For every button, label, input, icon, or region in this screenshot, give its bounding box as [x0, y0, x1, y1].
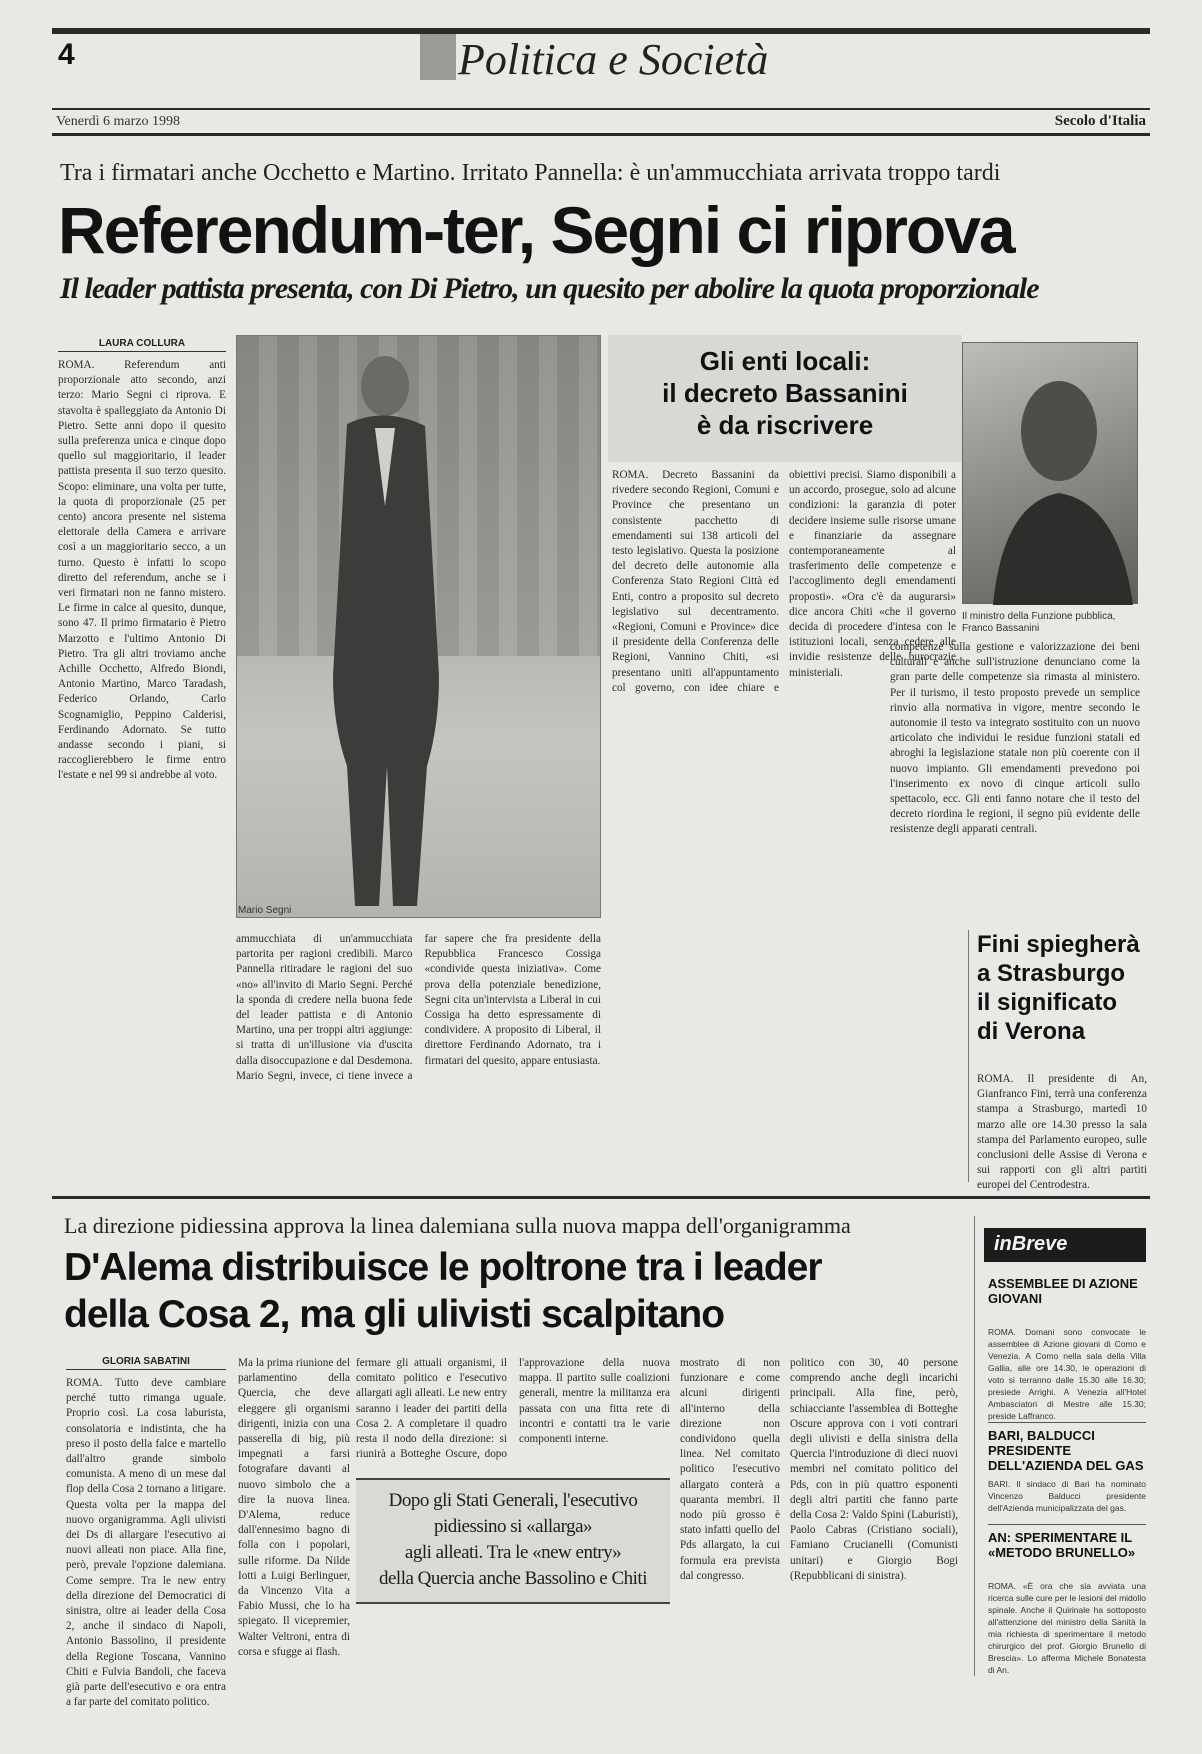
article2-column-2: Ma la prima riunione del parlamentino della Quercia, che deve eleggere gli organismi dirigenti, inizia con una passerella di big, più impegnati a farsi fotografare davanti al nuovo simbolo che a dire la nuova linea. D'Alema, reduce dall'ennesimo bagno di folla con i popolari, sulle riforme. Da Nilde Iotti a Luigi Berlinguer, da Vincenzo Vita a Fabio Mussi, che lo ha spiegato. Il vicepremier, Walter Veltroni, entra di corsa e sfugge ai flash.	[238, 1357, 350, 1658]
section-title-text: Politica e Società	[458, 35, 769, 84]
fini-text: ROMA. Il presidente di An, Gianfranco Fini, terrà una conferenza stampa a Strasburgo, martedì 10 marzo alle ore 14.30 presso la sala stampa del Parlamento europeo, sulle conclusioni delle Assise di Verona e sui rapporti con gli altri partiti europei del Centrodestra.	[977, 1073, 1147, 1192]
fini-title-line1: Fini spiegherà	[977, 931, 1140, 958]
section-title	[420, 34, 820, 85]
photo-main-caption: Mario Segni	[238, 905, 292, 916]
breve-item3-text: ROMA. «È ora che sia avviata una ricerca sulle cure per le lesioni del midollo spinale. Anche il Quirinale ha sottoposto all'attenzione del ministro della Sanità la mia richiesta di sperimentare il metodo chirurgico del prof. Giorgio Brunello di Brescia». Lo afferma Michele Bonatesta di An.	[988, 1581, 1146, 1675]
masthead-rule-lower	[52, 133, 1150, 136]
breve-rule-2	[988, 1524, 1146, 1525]
enti-locali-title	[608, 345, 962, 441]
breve-rule-1	[988, 1422, 1146, 1423]
fini-title-line4: di Verona	[977, 1018, 1086, 1045]
masthead-rule	[52, 108, 1150, 110]
article2-headline-line2: della Cosa 2, ma gli ulivisti scalpitano	[64, 1293, 725, 1336]
article2-column-3-lower	[356, 1612, 670, 1676]
section-logo-block	[420, 34, 456, 80]
article1-column-1: ROMA. Referendum anti proporzionale atto secondo, anzi terzo: Mario Segni ci riprova. E stavolta è spalleggiato da Antonio Di Pietro. Sette anni dopo il quesito sulla preferenza unica e cinque dopo quello sul maggioritario, il leader pattista presenta il suo terzo quesito. Scopo: eliminare, una volta per tutte, la quota di proporzionale (25 per cento) ancora presente nel sistema elettorale della Camera e arrivare così a un maggioritario secco, a un turno. Questo è infatti lo scopo diretto del referendum, anche se i veri firmatari non ne fanno mistero. Le firme in calce al quesito, dunque, sono 47. Il primo firmatario è Pietro Marzotto e l'ultimo Antonio Di Pietro. Tra gli altri troviamo anche Achille Occhetto, Alfredo Biondi, Antonio Martino, Marco Taradash, Federico Orlando, Carlo Scognamiglio, Peppino Calderisi, Ferdinando Adornato. Se tutto andasse secondo i piani, si raccoglierebbero le firme entro l'estate e nel 99 si andrebbe al voto.	[58, 359, 226, 782]
breve-item2-title: BARI, BALDUCCI PRESIDENTE DELL'AZIENDA DEL GAS	[988, 1428, 1144, 1473]
enti-locali-title-line2: il decreto Bassanini	[662, 378, 908, 408]
photo-franco-bassanini	[962, 342, 1138, 604]
enti-locali-title-line1: Gli enti locali:	[699, 346, 871, 376]
newspaper-name: Secolo d'Italia	[1054, 113, 1146, 129]
pull-quote	[356, 1478, 670, 1604]
article2-column-3: fermare gli attuali organismi, il comitato politico e l'esecutivo allargati agli alleati. Le new entry saranno i leader dei partiti della Cosa 2. A completare il quadro resta il nodo della direzione: si riunirà a Botteghe Oscure, dopo l'approvazione della nuova mappa. Il partito sulle coalizioni generali, mentre la militanza era passata con una fitta rete di incontri e contatti tra le varie componenti interne.	[356, 1357, 670, 1461]
pull-quote-line4: della Quercia anche Bassolino e Chiti	[379, 1568, 647, 1589]
breve-item1-text: ROMA. Domani sono convocate le assemblee di Azione giovani di Como e Venezia. A Como nella sala della Villa Gallia, alle ore 14.30, le operazioni di voto si terranno dalle 15.30 alle 16.30; presiede Arrighi. A Venezia all'Hotel Ambasciatori di Mestre alle 15.30; preside Laffranco.	[988, 1327, 1146, 1421]
article2-column-4: mostrato di non funzionare e come alcuni dirigenti all'interno della direzione non condividono quella linea. Nel comitato politico l'esecutivo allargato conterà a quaranta membri. Il nodo più grosso è stato infatti quello del Pds allargato, la cui formula era prevista dal congresso.	[680, 1357, 780, 1582]
article2-kicker: La direzione pidiessina approva la linea dalemiana sulla nuova mappa dell'organigramma	[64, 1213, 851, 1238]
pull-quote-line2: pidiessino si «allarga»	[433, 1516, 593, 1537]
breve-divider	[974, 1216, 975, 1676]
enti-locali-text-right: competenze sulla gestione e valorizzazione dei beni culturali e anche sull'istruzione denunciano come la gran parte delle competenze sia rimasta al ministero. Per il turismo, il testo proposto prevede un semplice rinvio alla normativa in vigore, mentre secondo le autonomie il testo va integrato sostituito con un nuovo articolato che individui le residue funzioni statali ed abroghi la legislazione statale non più coerente con il nuovo impianto. Gli emendamenti prevedono poi l'inserimento ex novo di cinque articoli sullo spettacolo, ecc. Gli enti fanno notare che il testo del decreto riordina le regioni, il segno più evidente delle resistenze degli apparati centrali.	[890, 641, 1140, 836]
article2-headline-line1: D'Alema distribuisce le poltrone tra i leader	[64, 1246, 822, 1289]
pull-quote-line1: Dopo gli Stati Generali, l'esecutivo	[388, 1490, 638, 1511]
fini-headline	[977, 930, 1157, 1046]
breve-item3-title: AN: SPERIMENTARE IL «METODO BRUNELLO»	[988, 1530, 1136, 1560]
in-breve-label: inBreve	[984, 1228, 1146, 1262]
article1-kicker: Tra i firmatari anche Occhetto e Martino. Irritato Pannella: è un'ammucchiata arrivata troppo tardi	[60, 160, 1001, 186]
photo-side-caption: Il ministro della Funzione pubblica, Franco Bassanini	[962, 611, 1116, 634]
page-number: 4	[58, 38, 75, 71]
person-silhouette	[307, 346, 457, 906]
fini-title-line2: a Strasburgo	[977, 960, 1126, 987]
fini-title-line3: il significato	[977, 989, 1118, 1016]
article1-headline: Referendum-ter, Segni ci riprova	[58, 193, 1014, 267]
breve-item1-title: ASSEMBLEE DI AZIONE GIOVANI	[988, 1276, 1138, 1306]
article2-headline	[64, 1244, 964, 1338]
enti-locali-text: ROMA. Decreto Bassanini da rivedere secondo Regioni, Comuni e Province che presentano un consistente pacchetto di emendamenti sui 138 articoli del testo legislativo. Questa la posizione del decreto delle autonomie alla Conferenza Stato Regioni Città ed Enti, contro a proposito sul decreto legislativo sul decentramento. «Regioni, Comuni e Province» dice il presidente della Conferenza delle Regioni, Vannino Chiti, «si presentano uniti all'appuntamento col governo, con idee chiare e obiettivi precisi. Siamo disponibili a un accordo, prosegue, solo ad alcune condizioni: la garanzia di poter decidere insieme sulle risorse umane e finanziarie da assegnare contemporaneamente al trasferimento delle competenze e l'accoglimento degli emendamenti proposti». «Ora c'è da augurarsi» dice ancora Chiti «che il governo decida di procedere d'intesa con le istituzioni locali, senza cedere alle invidie resistenze delle burocrazie ministeriali.	[612, 469, 956, 694]
section-separator	[52, 1196, 1150, 1199]
column-divider	[968, 930, 969, 1182]
breve-item2-text: BARI. Il sindaco di Bari ha nominato Vincenzo Balducci presidente dell'Azienda municipalizzata del gas.	[988, 1479, 1146, 1513]
article2-byline: GLORIA SABATINI	[66, 1356, 226, 1370]
article2-column-1: ROMA. Tutto deve cambiare perché tutto rimanga uguale. Proprio così. La cosa laburista, consolatoria e indistinta, che ha preso il posto della falce e martello dall'altro grande simbolo comunista. A meno di un mese dal flop della Cosa 2 tornano a litigare. Questa volta per la mappa del nuovo organigramma. Agli ulivisti dei Ds di allargare l'esecutivo ai nuovi alleati non piace. Alla fine, però, prevale l'opzione dalemiana. Come sempre. Tra le new entry della direzione del Democratici di sinistra, oltre ai leader della Cosa 2, anche il sindaco di Napoli, Antonio Bassolino, il presidente della Regione Toscana, Vannino Chiti e Fulvia Bandoli, che faceva già parte dell'esecutivo e ora entra a far parte del comitato politico.	[66, 1377, 226, 1709]
pull-quote-line3: agli alleati. Tra le «new entry»	[404, 1542, 622, 1563]
article1-byline: LAURA COLLURA	[58, 338, 226, 352]
article1-column-2: ammucchiata di un'ammucchiata partorita per ragioni credibili. Marco Pannella ritiradare le ragioni del suo «no» all'invito di Mario Segni. Perché la sponda di credere nella buona fede del leader pattista e di Antonio Martino, una per troppi altri aggiunge: si tratta di un'illusione via d'uscita dalla disoccupazione e dal Desdemona. Mario Segni, invece, ci tiene invece a far sapere che fra presidente della Repubblica Francesco Cossiga «condivide questa iniziativa». Come prova della potenziale benedizione, Segni cita un'intervista a Liberal in cui Cossiga ha detto espressamente di condividere. A proposito di Liberal, il direttore Ferdinando Adornato, tra i firmatari del quesito, appare entusiasta.	[236, 933, 601, 1082]
enti-locali-title-line3: è da riscrivere	[696, 410, 874, 440]
issue-date: Venerdì 6 marzo 1998	[56, 114, 181, 129]
article2-column-5: politico con 30, 40 persone comprendo anche degli incarichi principali. Alla fine, però, schiacciante l'assemblea di Botteghe Oscure approva con i voti contrari degli ulivisti e della sinistra della Quercia l'introduzione di dieci nuovi membri nel comitato politico del Pds, con in più quattro esponenti degli altri partiti che fanno parte della Cosa 2: Valdo Spini (Laburisti), Paolo Cabras (Cristiano sociali), Famiano Crucianelli (Comunisti unitari) e Giorgio Bogi (Repubblicani di sinistra).	[790, 1357, 958, 1582]
article1-subhead: Il leader pattista presenta, con Di Pietro, un quesito per abolire la quota proporzionale	[60, 272, 1039, 305]
bassanini-silhouette	[963, 343, 1139, 605]
photo-mario-segni	[236, 335, 601, 918]
